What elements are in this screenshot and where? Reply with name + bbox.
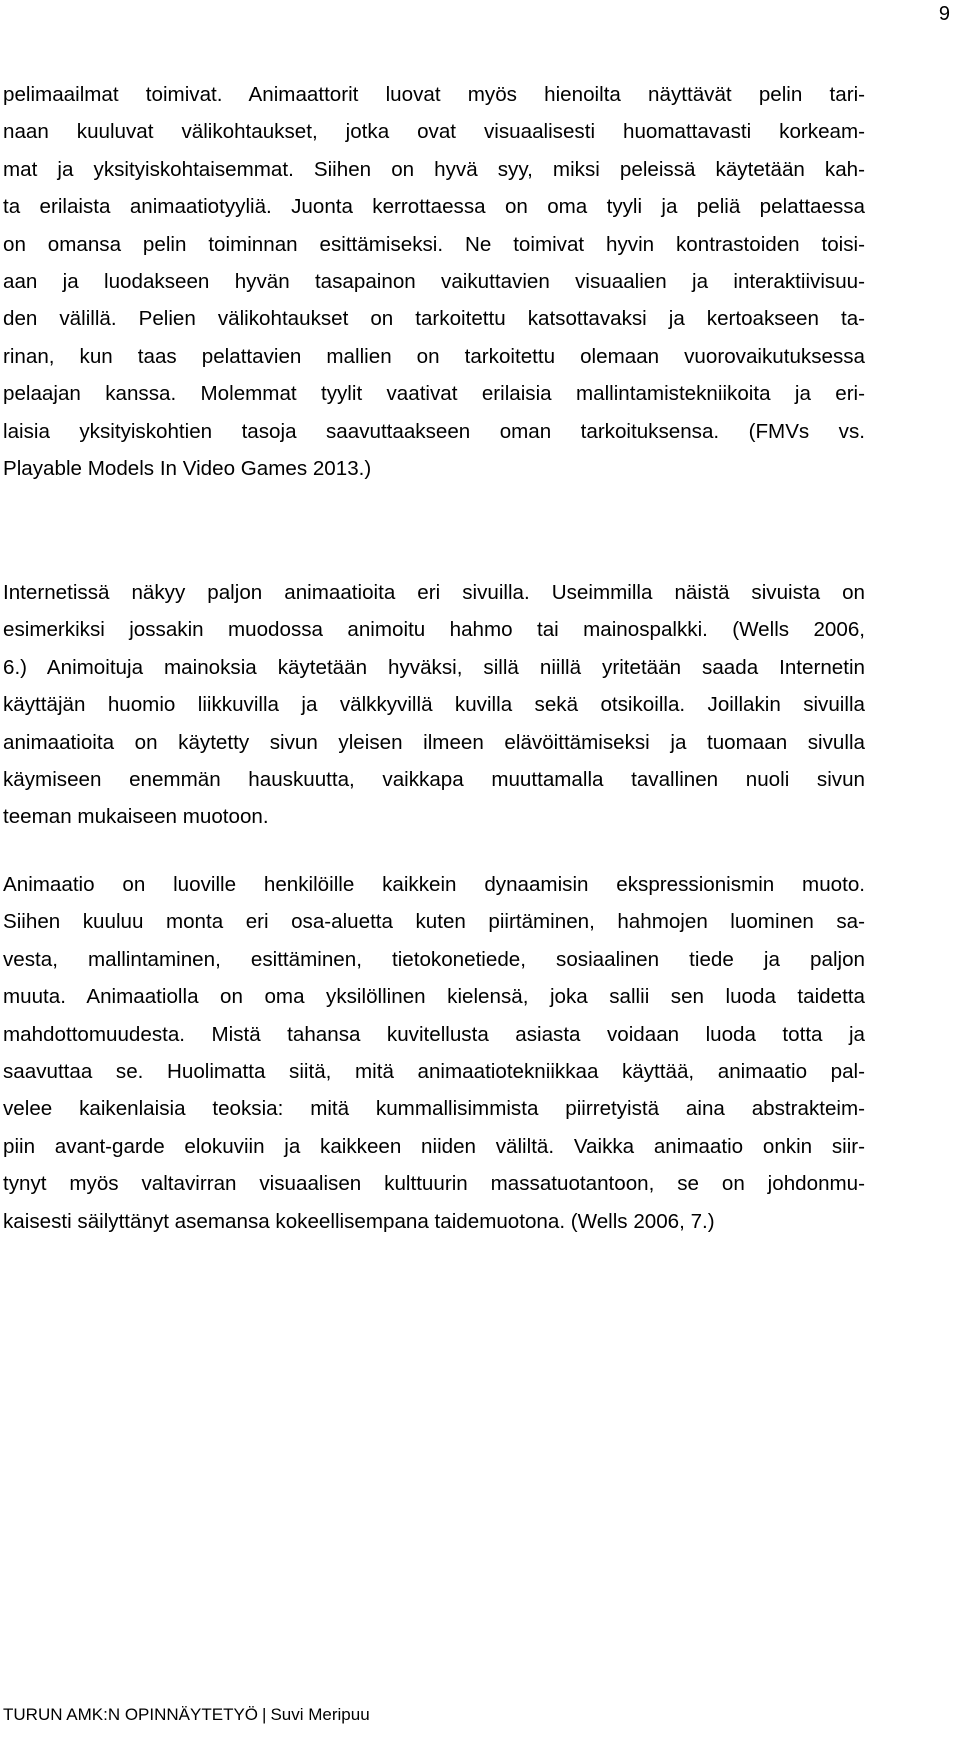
text-line: laisia yksityiskohtien tasoja saavuttaakseen oman tarkoituksensa. (FMVs vs. (3, 419, 865, 443)
text-line: 6.) Animoituja mainoksia käytetään hyväksi, sillä niillä yritetään saada Internetin (3, 655, 865, 679)
footer-institution: TURUN AMK:N OPINNÄYTETYÖ (3, 1705, 259, 1724)
text-line: naan kuuluvat välikohtaukset, jotka ovat visuaalisesti huomattavasti korkeam- (3, 120, 865, 144)
text-line: rinan, kun taas pelattavien mallien on tarkoitettu olemaan vuorovaikutuksessa (3, 344, 865, 368)
text-line: piin avant-garde elokuviin ja kaikkeen niiden väliltä. Vaikka animaatio onkin siir- (3, 1134, 865, 1158)
footer-author: Suvi Meripuu (270, 1705, 370, 1724)
text-line: aan ja luodakseen hyvän tasapainon vaikuttavien visuaalien ja interaktiivisuu- (3, 270, 865, 294)
text-line: esimerkiksi jossakin muodossa animoitu hahmo tai mainospalkki. (Wells 2006, (3, 618, 865, 642)
text-line: mahdottomuudesta. Mistä tahansa kuvitellusta asiasta voidaan luoda totta ja (3, 1022, 865, 1046)
text-line: Playable Models In Video Games 2013.) (3, 457, 372, 481)
text-line: käyttäjän huomio liikkuvilla ja välkkyvillä kuvilla sekä otsikoilla. Joillakin sivuilla (3, 693, 865, 717)
text-line: Animaatio on luoville henkilöille kaikkein dynaamisin ekspressionismin muoto. (3, 873, 865, 896)
text-line: kaisesti säilyttänyt asemansa kokeellisempana taidemuotona. (Wells 2006, 7.) (3, 1209, 715, 1233)
text-line: Internetissä näkyy paljon animaatioita eri sivuilla. Useimmilla näistä sivuista on (3, 581, 865, 604)
page-number: 9 (938, 3, 950, 25)
text-line: pelimaailmat toimivat. Animaattorit luovat myös hienoilta näyttävät pelin tari- (3, 83, 865, 106)
text-line: on omansa pelin toiminnan esittämiseksi. Ne toimivat hyvin kontrastoiden toisi- (3, 232, 865, 256)
text-line: animaatioita on käytetty sivun yleisen ilmeen elävöittämiseksi ja tuomaan sivulla (3, 730, 865, 754)
footer-separator: | (262, 1705, 267, 1724)
text-line: tynyt myös valtavirran visuaalisen kulttuurin massatuotantoon, se on johdonmu- (3, 1172, 865, 1196)
paragraph-2 (3, 574, 865, 836)
text-line: käymiseen enemmän hauskuutta, vaikkapa muuttamalla tavallinen nuoli sivun (3, 768, 865, 792)
text-line: velee kaikenlaisia teoksia: mitä kummallisimmista piirretyistä aina abstrakteim- (3, 1097, 865, 1121)
text-line: ta erilaista animaatiotyyliä. Juonta kerrottaessa on oma tyyli ja peliä pelattaessa (3, 195, 865, 219)
paragraph-1 (3, 76, 865, 487)
text-line: muuta. Animaatiolla on oma yksilöllinen kielensä, joka sallii sen luoda taidetta (3, 985, 865, 1009)
text-line: vesta, mallintaminen, esittäminen, tietokonetiede, sosiaalinen tiede ja paljon (3, 947, 865, 971)
paragraph-3 (3, 866, 865, 1240)
text-line: pelaajan kanssa. Molemmat tyylit vaativat erilaisia mallintamistekniikoita ja eri- (3, 382, 865, 406)
text-line: saavuttaa se. Huolimatta siitä, mitä animaatiotekniikkaa käyttää, animaatio pal- (3, 1060, 865, 1084)
text-line: mat ja yksityiskohtaisemmat. Siihen on hyvä syy, miksi peleissä käytetään kah- (3, 157, 865, 181)
text-line: den välillä. Pelien välikohtaukset on tarkoitettu katsottavaksi ja kertoakseen ta- (3, 307, 865, 331)
text-line: teeman mukaiseen muotoon. (3, 805, 269, 829)
text-line: Siihen kuuluu monta eri osa-aluetta kuten piirtäminen, hahmojen luominen sa- (3, 910, 865, 934)
page-footer (3, 1704, 370, 1726)
